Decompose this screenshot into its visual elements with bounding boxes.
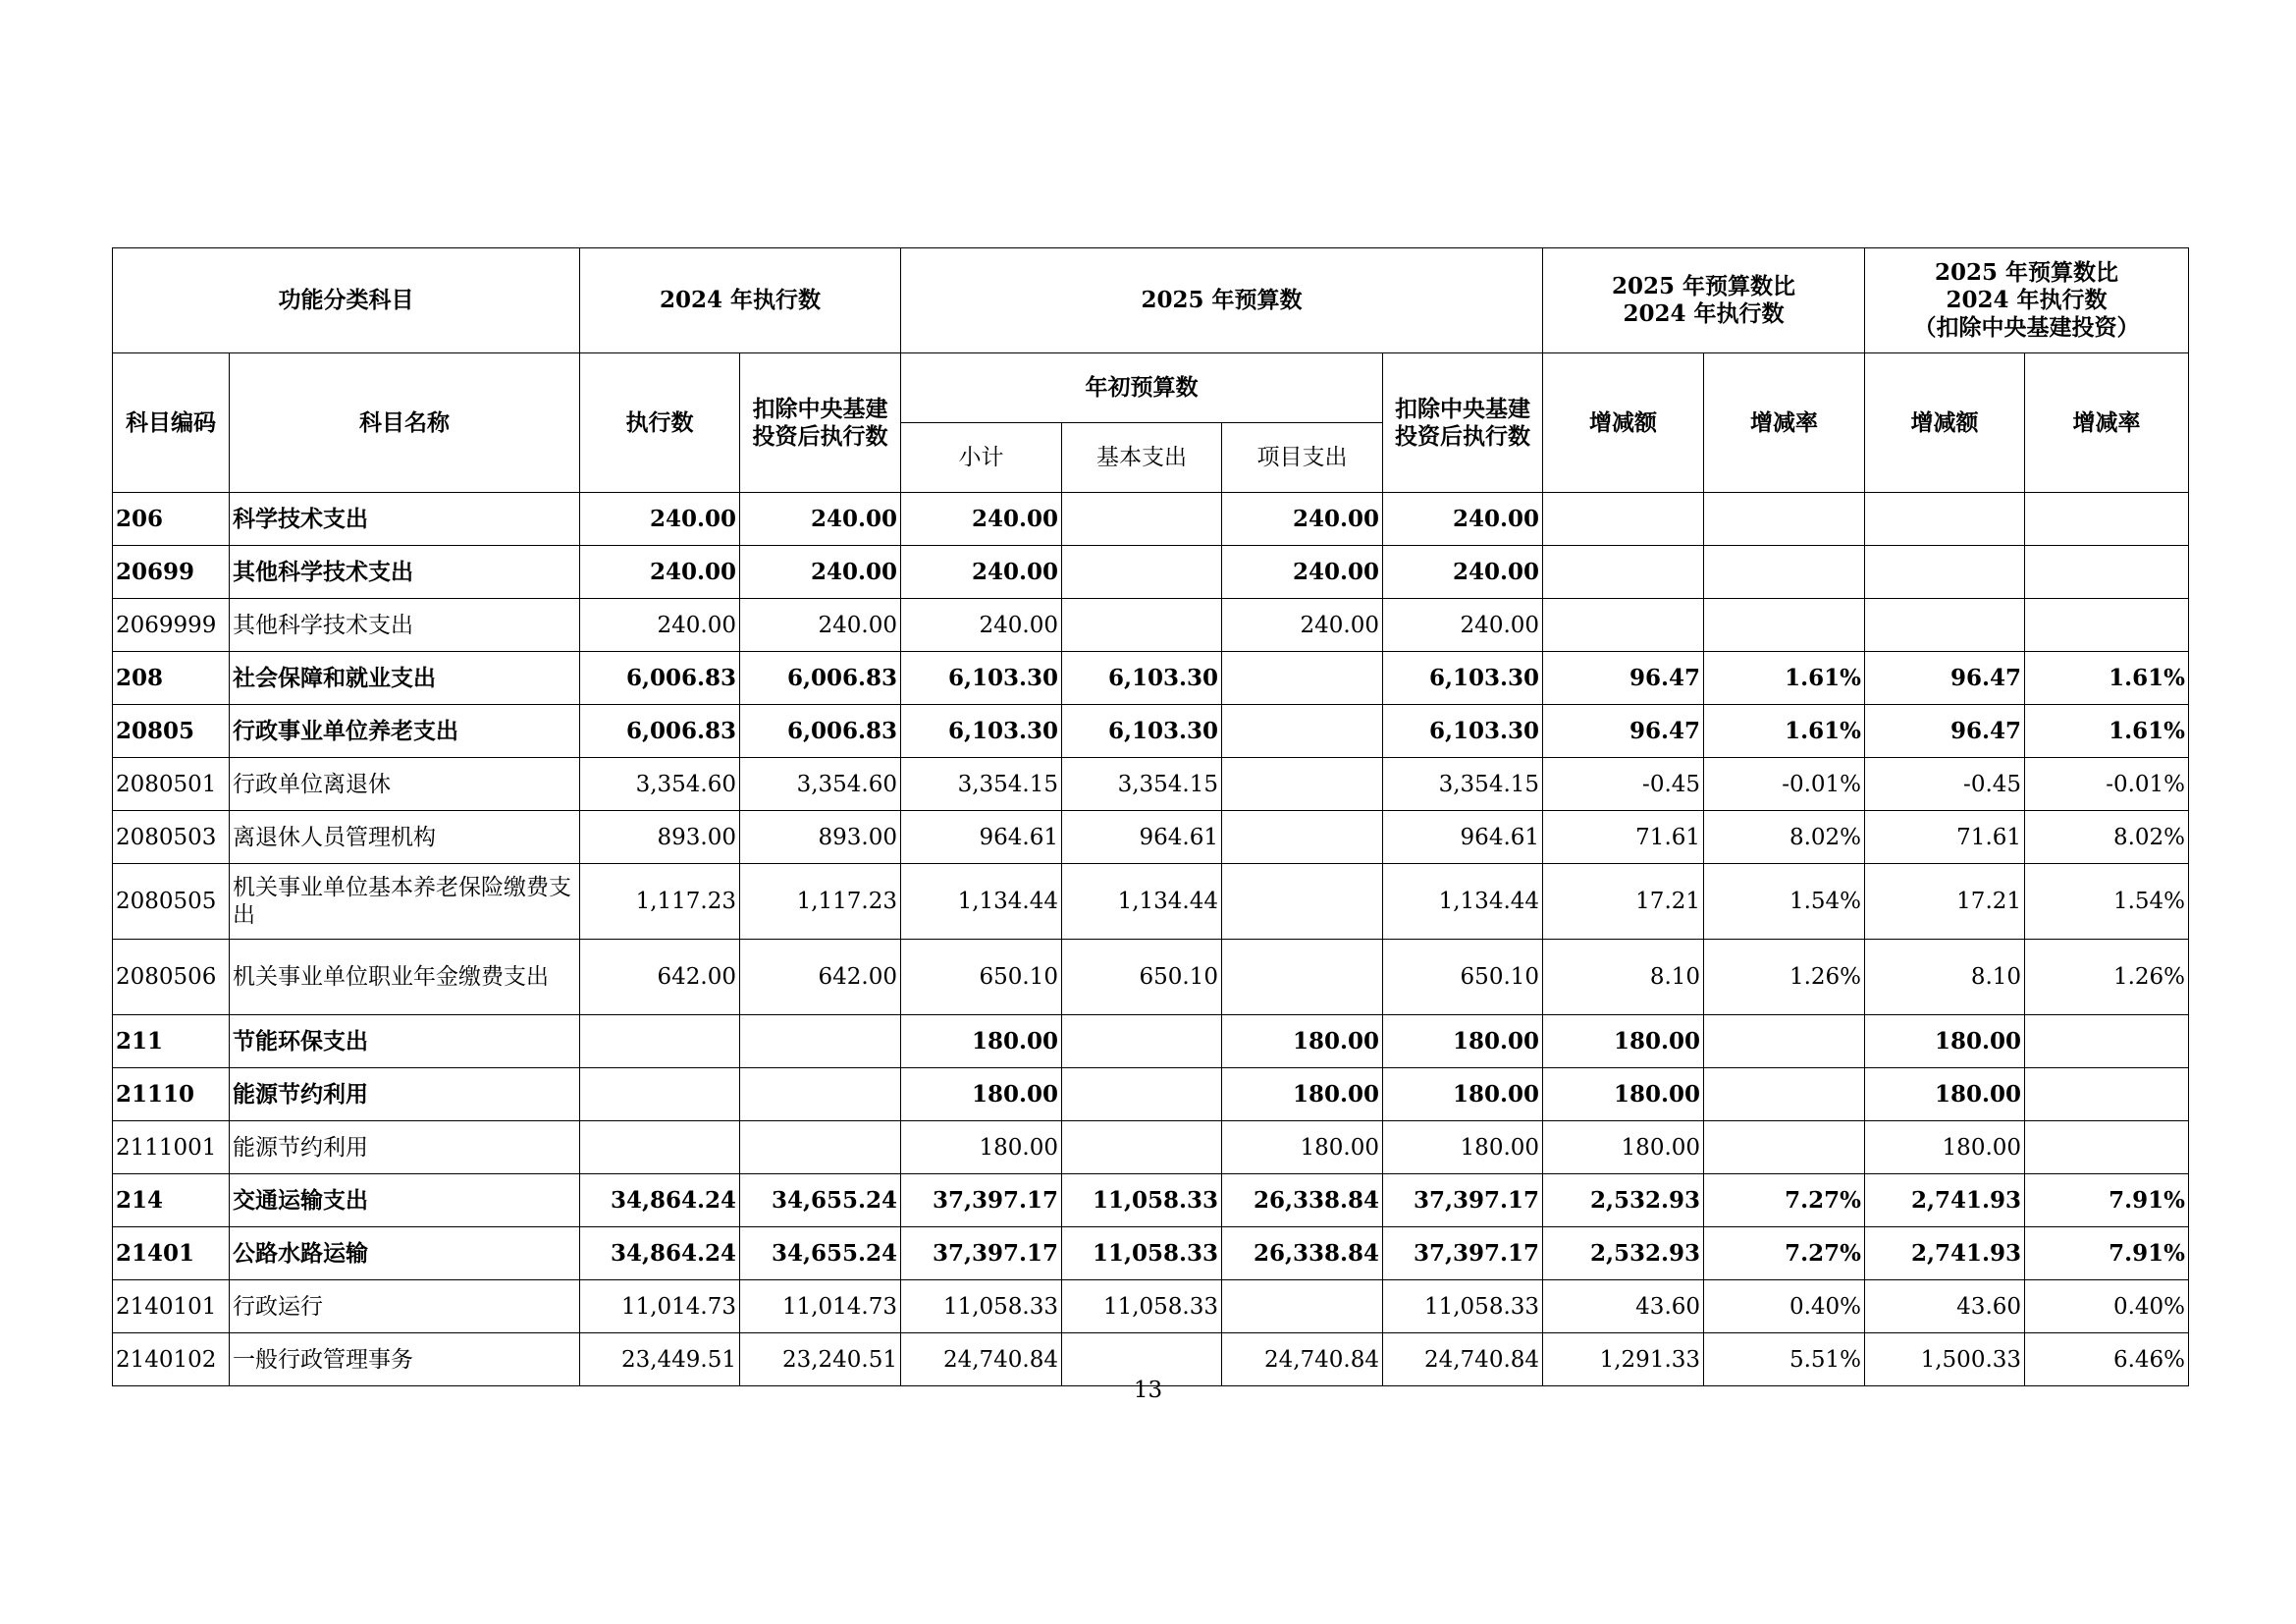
cell-subtotal: 1,134.44: [901, 864, 1062, 940]
cell-subtotal: 24,740.84: [901, 1333, 1062, 1386]
cell-change-amount-1: 17.21: [1543, 864, 1704, 940]
cell-subtotal: 6,103.30: [901, 705, 1062, 758]
cell-change-amount-1: 8.10: [1543, 940, 1704, 1015]
cell-name: 公路水路运输: [230, 1227, 580, 1280]
cell-change-amount-2: [1865, 546, 2025, 599]
header-subtotal: 小计: [901, 423, 1062, 493]
cell-change-amount-2: [1865, 599, 2025, 652]
cell-change-amount-2: 2,741.93: [1865, 1227, 2025, 1280]
header-change-rate-2: 增减率: [2025, 353, 2189, 493]
cell-subtotal: 37,397.17: [901, 1174, 1062, 1227]
header-name: 科目名称: [230, 353, 580, 493]
cell-change-rate-2: [2025, 493, 2189, 546]
cell-change-rate-1: 0.40%: [1704, 1280, 1865, 1333]
cell-name: 科学技术支出: [230, 493, 580, 546]
cell-change-amount-2: 180.00: [1865, 1015, 2025, 1068]
cell-code: 2111001: [113, 1121, 230, 1174]
cell-budget-excl-infra: 180.00: [1383, 1068, 1543, 1121]
cell-name: 其他科学技术支出: [230, 599, 580, 652]
header-budget-2025: 2025 年预算数: [901, 248, 1543, 353]
cell-subtotal: 180.00: [901, 1121, 1062, 1174]
cell-change-amount-1: [1543, 599, 1704, 652]
cell-exec-excl-infra: 11,014.73: [740, 1280, 901, 1333]
cell-budget-excl-infra: 240.00: [1383, 546, 1543, 599]
cell-basic-expense: 6,103.30: [1062, 652, 1222, 705]
cell-code: 2080501: [113, 758, 230, 811]
cell-exec-amount: 3,354.60: [580, 758, 740, 811]
header-basic-expense: 基本支出: [1062, 423, 1222, 493]
cell-change-amount-1: 180.00: [1543, 1121, 1704, 1174]
cell-budget-excl-infra: 3,354.15: [1383, 758, 1543, 811]
cell-change-rate-2: 1.61%: [2025, 652, 2189, 705]
cell-project-expense: 240.00: [1222, 599, 1383, 652]
header-compare-vs-2024: 2025 年预算数比 2024 年执行数: [1543, 248, 1865, 353]
cell-project-expense: 180.00: [1222, 1068, 1383, 1121]
cell-budget-excl-infra: 37,397.17: [1383, 1174, 1543, 1227]
table-row: [113, 1015, 2189, 1068]
cell-subtotal: 650.10: [901, 940, 1062, 1015]
cell-basic-expense: 964.61: [1062, 811, 1222, 864]
cell-exec-amount: 240.00: [580, 546, 740, 599]
cell-budget-excl-infra: 180.00: [1383, 1121, 1543, 1174]
cell-name: 行政单位离退休: [230, 758, 580, 811]
cell-name: 离退休人员管理机构: [230, 811, 580, 864]
cell-name: 机关事业单位基本养老保险缴费支出: [230, 864, 580, 940]
header-change-rate-1: 增减率: [1704, 353, 1865, 493]
table-row: [113, 1121, 2189, 1174]
table-row: [113, 546, 2189, 599]
cell-exec-amount: 240.00: [580, 599, 740, 652]
cell-name: 节能环保支出: [230, 1015, 580, 1068]
header-initial-budget: 年初预算数: [901, 353, 1383, 423]
cell-budget-excl-infra: 37,397.17: [1383, 1227, 1543, 1280]
cell-project-expense: 180.00: [1222, 1015, 1383, 1068]
cell-change-rate-1: 7.27%: [1704, 1227, 1865, 1280]
table-row: [113, 705, 2189, 758]
cell-exec-amount: 1,117.23: [580, 864, 740, 940]
cell-exec-excl-infra: 893.00: [740, 811, 901, 864]
cell-exec-amount: 23,449.51: [580, 1333, 740, 1386]
cell-code: 2080503: [113, 811, 230, 864]
cell-change-amount-2: -0.45: [1865, 758, 2025, 811]
header-exec-amount: 执行数: [580, 353, 740, 493]
cell-change-rate-2: 1.61%: [2025, 705, 2189, 758]
cell-exec-amount: 893.00: [580, 811, 740, 864]
cell-exec-excl-infra: 34,655.24: [740, 1174, 901, 1227]
cell-project-expense: [1222, 811, 1383, 864]
cell-code: 21110: [113, 1068, 230, 1121]
cell-change-rate-2: 7.91%: [2025, 1174, 2189, 1227]
cell-subtotal: 6,103.30: [901, 652, 1062, 705]
cell-project-expense: [1222, 1280, 1383, 1333]
cell-change-rate-1: 1.61%: [1704, 705, 1865, 758]
cell-change-amount-1: 2,532.93: [1543, 1174, 1704, 1227]
cell-change-rate-2: 1.54%: [2025, 864, 2189, 940]
cell-name: 一般行政管理事务: [230, 1333, 580, 1386]
cell-subtotal: 180.00: [901, 1068, 1062, 1121]
cell-change-rate-1: [1704, 1068, 1865, 1121]
cell-change-rate-1: [1704, 599, 1865, 652]
cell-exec-amount: 34,864.24: [580, 1227, 740, 1280]
cell-project-expense: [1222, 864, 1383, 940]
cell-subtotal: 3,354.15: [901, 758, 1062, 811]
cell-change-amount-1: 2,532.93: [1543, 1227, 1704, 1280]
cell-change-amount-1: 96.47: [1543, 652, 1704, 705]
cell-change-rate-2: 8.02%: [2025, 811, 2189, 864]
cell-change-rate-1: 8.02%: [1704, 811, 1865, 864]
cell-exec-amount: 34,864.24: [580, 1174, 740, 1227]
cell-basic-expense: [1062, 1121, 1222, 1174]
cell-change-amount-1: 1,291.33: [1543, 1333, 1704, 1386]
cell-project-expense: 26,338.84: [1222, 1227, 1383, 1280]
cell-project-expense: 24,740.84: [1222, 1333, 1383, 1386]
table-body: [113, 493, 2189, 1386]
cell-change-amount-1: 71.61: [1543, 811, 1704, 864]
cell-change-amount-2: 96.47: [1865, 705, 2025, 758]
cell-exec-excl-infra: 3,354.60: [740, 758, 901, 811]
cell-change-rate-1: [1704, 546, 1865, 599]
table-row: [113, 758, 2189, 811]
table-row: [113, 493, 2189, 546]
cell-subtotal: 11,058.33: [901, 1280, 1062, 1333]
table-row: [113, 652, 2189, 705]
cell-name: 能源节约利用: [230, 1068, 580, 1121]
cell-change-amount-1: 43.60: [1543, 1280, 1704, 1333]
cell-subtotal: 37,397.17: [901, 1227, 1062, 1280]
cell-change-rate-2: 7.91%: [2025, 1227, 2189, 1280]
cell-budget-excl-infra: 964.61: [1383, 811, 1543, 864]
cell-basic-expense: [1062, 546, 1222, 599]
cell-exec-amount: 240.00: [580, 493, 740, 546]
cell-subtotal: 240.00: [901, 493, 1062, 546]
cell-budget-excl-infra: 240.00: [1383, 599, 1543, 652]
cell-exec-excl-infra: 240.00: [740, 493, 901, 546]
cell-budget-excl-infra: 11,058.33: [1383, 1280, 1543, 1333]
cell-exec-excl-infra: 23,240.51: [740, 1333, 901, 1386]
header-code: 科目编码: [113, 353, 230, 493]
cell-change-amount-2: 1,500.33: [1865, 1333, 2025, 1386]
cell-exec-excl-infra: 6,006.83: [740, 705, 901, 758]
cell-change-amount-1: 180.00: [1543, 1068, 1704, 1121]
cell-change-amount-2: 96.47: [1865, 652, 2025, 705]
cell-change-rate-1: 1.61%: [1704, 652, 1865, 705]
cell-exec-amount: 6,006.83: [580, 652, 740, 705]
cell-change-rate-2: [2025, 1121, 2189, 1174]
table-row: [113, 1227, 2189, 1280]
cell-change-rate-2: [2025, 546, 2189, 599]
cell-change-amount-2: [1865, 493, 2025, 546]
cell-change-amount-2: 43.60: [1865, 1280, 2025, 1333]
cell-change-rate-2: [2025, 1015, 2189, 1068]
cell-code: 20805: [113, 705, 230, 758]
cell-basic-expense: 650.10: [1062, 940, 1222, 1015]
cell-exec-excl-infra: 1,117.23: [740, 864, 901, 940]
cell-exec-amount: 642.00: [580, 940, 740, 1015]
cell-name: 能源节约利用: [230, 1121, 580, 1174]
cell-project-expense: 180.00: [1222, 1121, 1383, 1174]
cell-exec-amount: 6,006.83: [580, 705, 740, 758]
cell-budget-excl-infra: 650.10: [1383, 940, 1543, 1015]
table-row: [113, 599, 2189, 652]
cell-change-rate-1: [1704, 1015, 1865, 1068]
cell-change-rate-2: [2025, 1068, 2189, 1121]
cell-change-amount-2: 71.61: [1865, 811, 2025, 864]
cell-code: 214: [113, 1174, 230, 1227]
cell-exec-excl-infra: 642.00: [740, 940, 901, 1015]
cell-basic-expense: 3,354.15: [1062, 758, 1222, 811]
cell-change-amount-2: 180.00: [1865, 1068, 2025, 1121]
cell-change-rate-1: [1704, 493, 1865, 546]
cell-change-rate-1: 5.51%: [1704, 1333, 1865, 1386]
page-number: 13: [1133, 1378, 1163, 1403]
cell-code: 2069999: [113, 599, 230, 652]
cell-basic-expense: [1062, 1068, 1222, 1121]
cell-change-amount-2: 2,741.93: [1865, 1174, 2025, 1227]
cell-project-expense: 240.00: [1222, 546, 1383, 599]
cell-project-expense: 26,338.84: [1222, 1174, 1383, 1227]
header-functional-category: 功能分类科目: [113, 248, 580, 353]
header-compare-vs-2024-excl: 2025 年预算数比 2024 年执行数 （扣除中央基建投资）: [1865, 248, 2189, 353]
table-row: [113, 1174, 2189, 1227]
cell-code: 208: [113, 652, 230, 705]
cell-basic-expense: 11,058.33: [1062, 1174, 1222, 1227]
cell-change-rate-2: 1.26%: [2025, 940, 2189, 1015]
cell-budget-excl-infra: 24,740.84: [1383, 1333, 1543, 1386]
budget-table: [112, 247, 2189, 1386]
cell-project-expense: [1222, 758, 1383, 811]
cell-name: 行政事业单位养老支出: [230, 705, 580, 758]
cell-basic-expense: 11,058.33: [1062, 1280, 1222, 1333]
cell-exec-amount: 11,014.73: [580, 1280, 740, 1333]
cell-exec-amount: [580, 1121, 740, 1174]
cell-code: 20699: [113, 546, 230, 599]
header-project-expense: 项目支出: [1222, 423, 1383, 493]
cell-change-rate-1: -0.01%: [1704, 758, 1865, 811]
cell-budget-excl-infra: 6,103.30: [1383, 652, 1543, 705]
table-row: [113, 1068, 2189, 1121]
cell-change-amount-2: 8.10: [1865, 940, 2025, 1015]
cell-code: 2080506: [113, 940, 230, 1015]
cell-project-expense: 240.00: [1222, 493, 1383, 546]
cell-code: 2080505: [113, 864, 230, 940]
cell-basic-expense: 1,134.44: [1062, 864, 1222, 940]
cell-subtotal: 240.00: [901, 599, 1062, 652]
cell-change-rate-2: 0.40%: [2025, 1280, 2189, 1333]
cell-subtotal: 964.61: [901, 811, 1062, 864]
cell-basic-expense: 6,103.30: [1062, 705, 1222, 758]
cell-basic-expense: [1062, 599, 1222, 652]
cell-change-amount-1: [1543, 493, 1704, 546]
cell-code: 2140101: [113, 1280, 230, 1333]
cell-change-amount-2: 180.00: [1865, 1121, 2025, 1174]
cell-change-rate-2: -0.01%: [2025, 758, 2189, 811]
header-change-amount-1: 增减额: [1543, 353, 1704, 493]
cell-change-amount-1: -0.45: [1543, 758, 1704, 811]
cell-change-amount-1: [1543, 546, 1704, 599]
cell-change-amount-1: 96.47: [1543, 705, 1704, 758]
cell-exec-excl-infra: 6,006.83: [740, 652, 901, 705]
cell-change-amount-2: 17.21: [1865, 864, 2025, 940]
cell-name: 社会保障和就业支出: [230, 652, 580, 705]
cell-change-rate-2: 6.46%: [2025, 1333, 2189, 1386]
table-row: [113, 940, 2189, 1015]
cell-name: 其他科学技术支出: [230, 546, 580, 599]
cell-budget-excl-infra: 180.00: [1383, 1015, 1543, 1068]
cell-change-rate-1: 1.54%: [1704, 864, 1865, 940]
cell-code: 21401: [113, 1227, 230, 1280]
cell-code: 206: [113, 493, 230, 546]
cell-exec-excl-infra: 240.00: [740, 546, 901, 599]
cell-exec-excl-infra: [740, 1121, 901, 1174]
cell-budget-excl-infra: 240.00: [1383, 493, 1543, 546]
cell-exec-amount: [580, 1068, 740, 1121]
cell-exec-excl-infra: [740, 1015, 901, 1068]
cell-subtotal: 240.00: [901, 546, 1062, 599]
cell-change-rate-1: 1.26%: [1704, 940, 1865, 1015]
cell-change-amount-1: 180.00: [1543, 1015, 1704, 1068]
cell-code: 2140102: [113, 1333, 230, 1386]
cell-basic-expense: 11,058.33: [1062, 1227, 1222, 1280]
cell-basic-expense: [1062, 1015, 1222, 1068]
cell-name: 行政运行: [230, 1280, 580, 1333]
header-change-amount-2: 增减额: [1865, 353, 2025, 493]
cell-change-rate-1: [1704, 1121, 1865, 1174]
cell-exec-excl-infra: [740, 1068, 901, 1121]
header-exec-excl-infra: 扣除中央基建投资后执行数: [740, 353, 901, 493]
cell-name: 交通运输支出: [230, 1174, 580, 1227]
cell-project-expense: [1222, 652, 1383, 705]
cell-change-rate-1: 7.27%: [1704, 1174, 1865, 1227]
cell-subtotal: 180.00: [901, 1015, 1062, 1068]
cell-budget-excl-infra: 1,134.44: [1383, 864, 1543, 940]
table-row: [113, 811, 2189, 864]
cell-exec-excl-infra: 240.00: [740, 599, 901, 652]
cell-basic-expense: [1062, 493, 1222, 546]
cell-change-rate-2: [2025, 599, 2189, 652]
header-exec-2024: 2024 年执行数: [580, 248, 901, 353]
cell-project-expense: [1222, 940, 1383, 1015]
cell-budget-excl-infra: 6,103.30: [1383, 705, 1543, 758]
header-budget-excl-infra: 扣除中央基建投资后执行数: [1383, 353, 1543, 493]
cell-name: 机关事业单位职业年金缴费支出: [230, 940, 580, 1015]
table-row: [113, 864, 2189, 940]
table-row: [113, 1280, 2189, 1333]
cell-exec-amount: [580, 1015, 740, 1068]
cell-code: 211: [113, 1015, 230, 1068]
cell-project-expense: [1222, 705, 1383, 758]
cell-exec-excl-infra: 34,655.24: [740, 1227, 901, 1280]
